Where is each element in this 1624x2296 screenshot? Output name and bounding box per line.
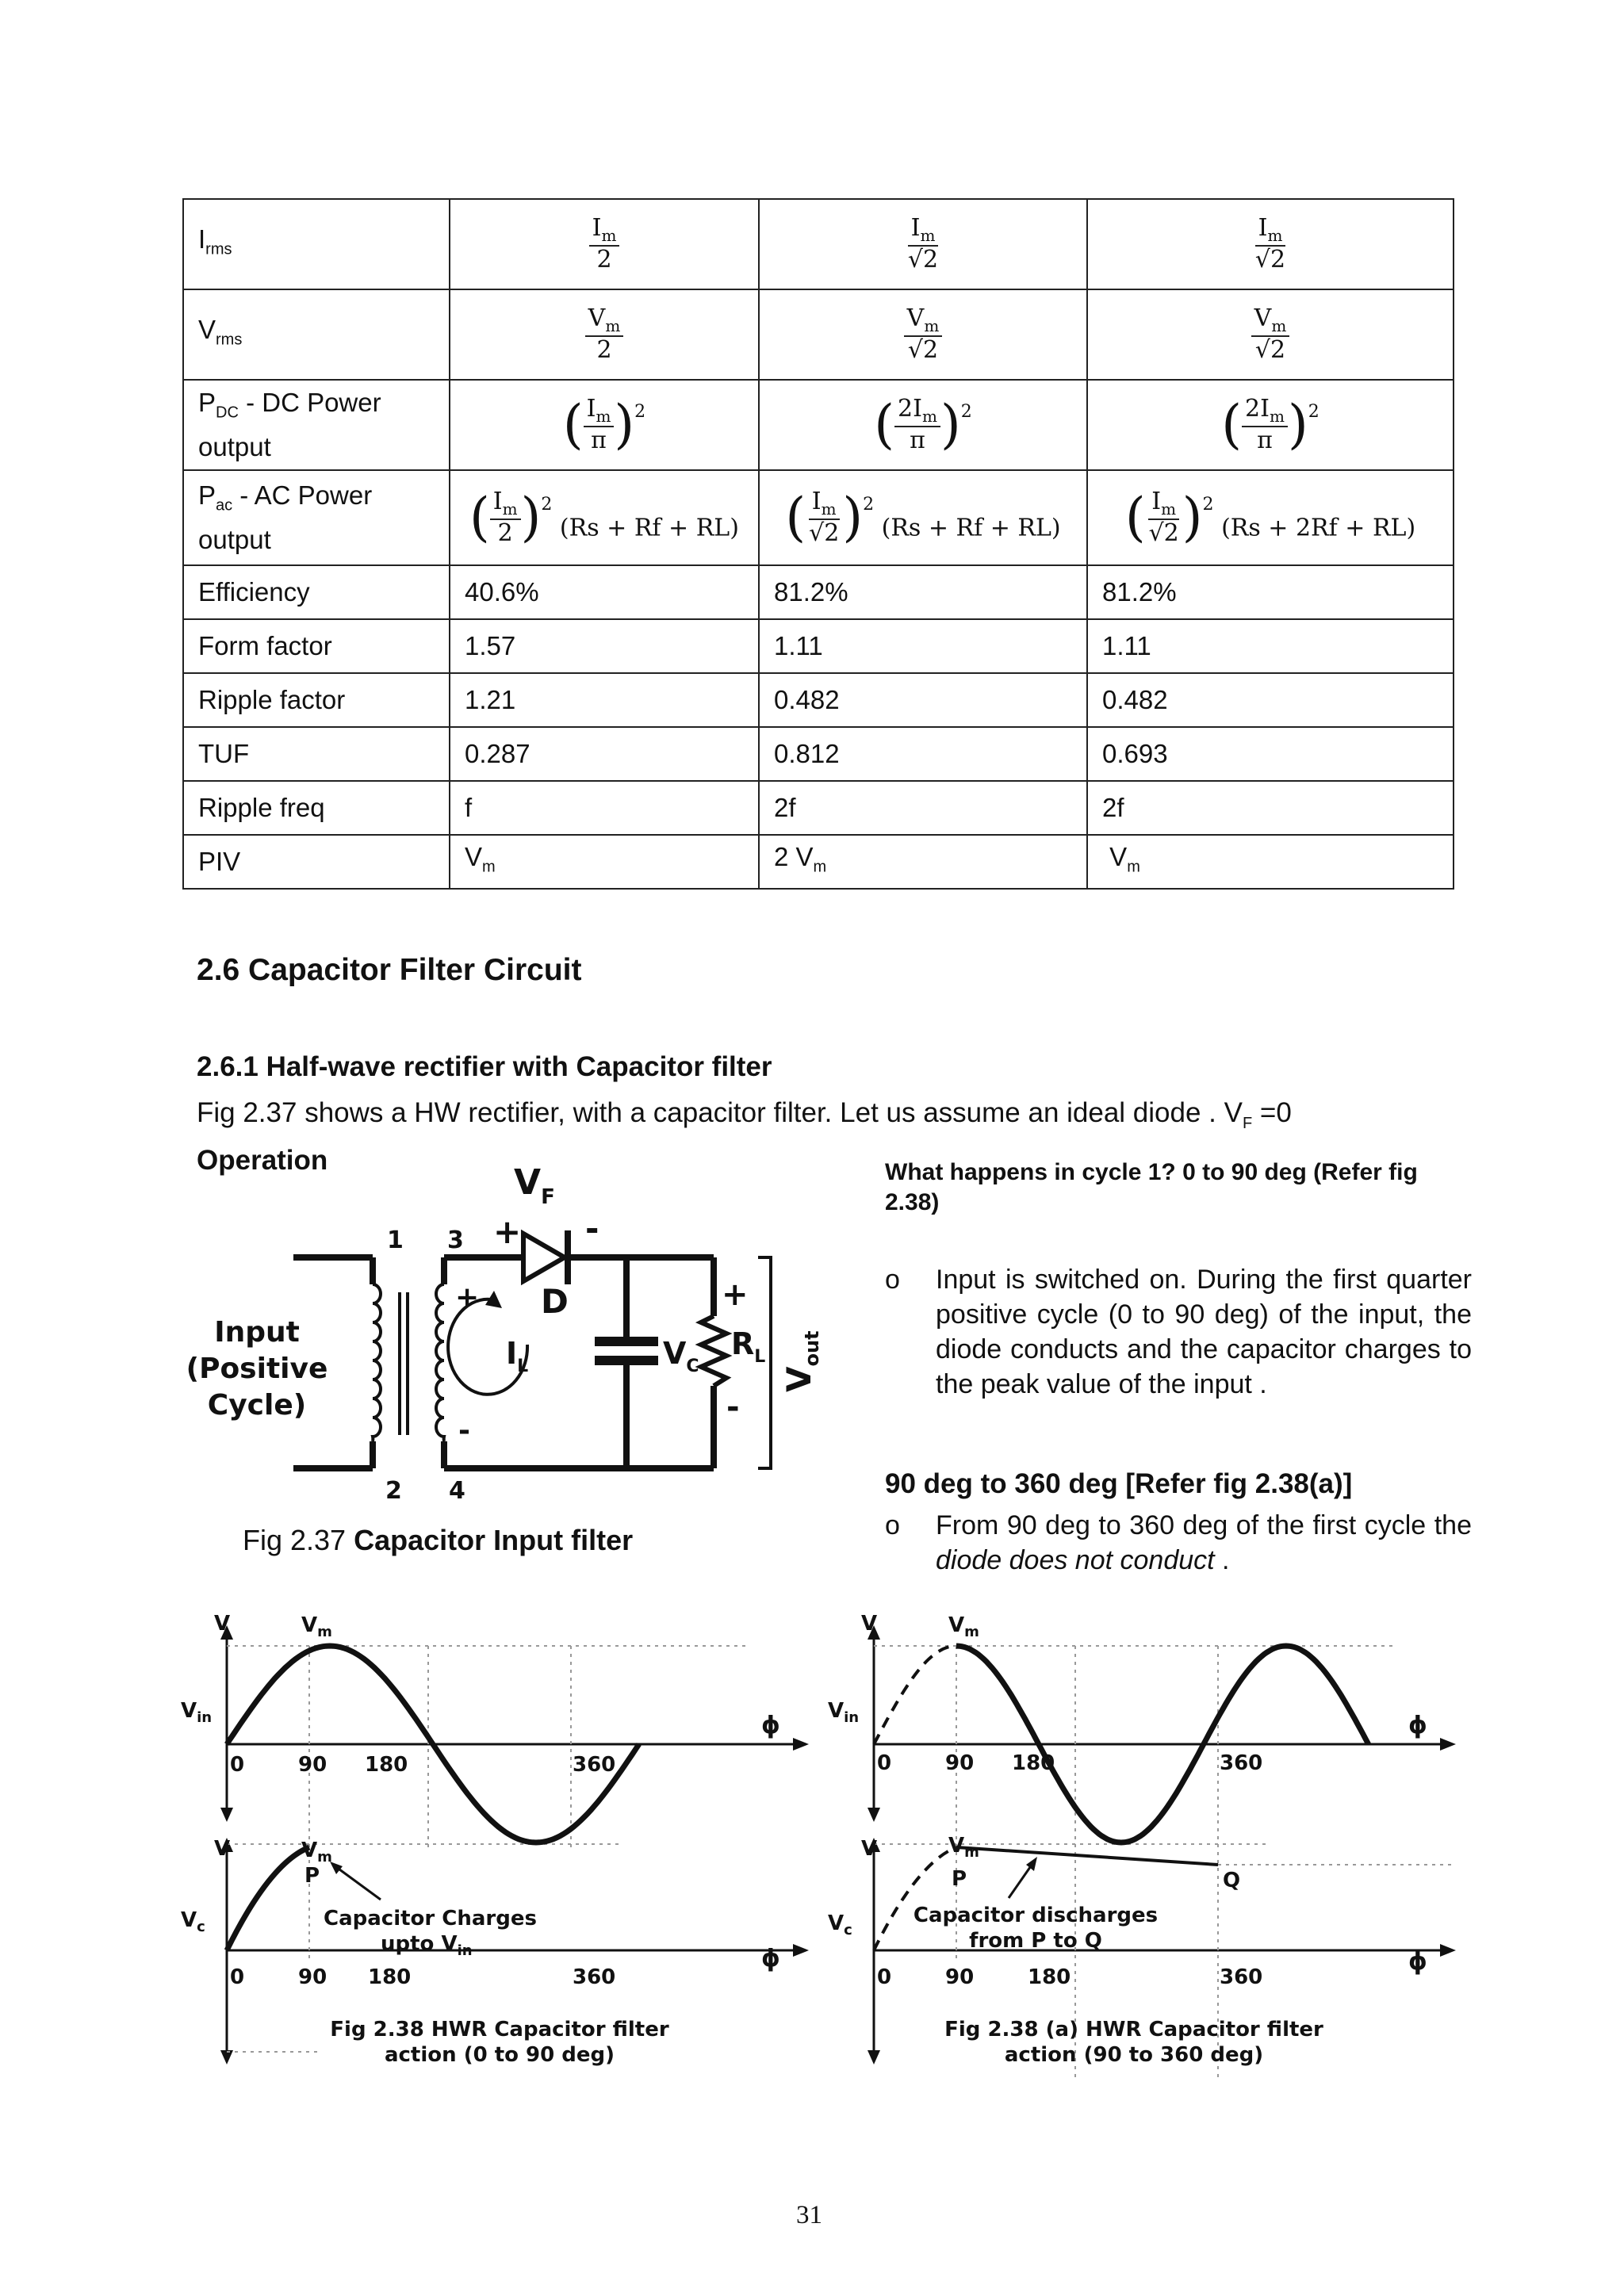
- intro-paragraph: Fig 2.37 shows a HW rectifier, with a capacitor filter. Let us assume an ideal diode . $V_F =0$: [197, 1097, 1292, 1132]
- table-row: [183, 470, 1454, 565]
- table-cell: 0.812: [759, 727, 1087, 781]
- bullet-diode-off: [885, 1508, 1472, 1578]
- v-axis-label-2: V: [214, 1837, 231, 1861]
- v-axis-label: V: [861, 1612, 878, 1636]
- range-heading: 90 deg to 360 deg [Refer fig 2.38(a)]: [885, 1468, 1353, 1499]
- table-row: [183, 380, 1454, 470]
- input-label-line1: Input: [214, 1316, 300, 1349]
- row-label: Form factor: [183, 619, 450, 673]
- table-cell: 1.11: [759, 619, 1087, 673]
- table-row: [183, 289, 1454, 380]
- phi-label: ϕ: [761, 1712, 780, 1739]
- vc-axis-label: $V_c$: [181, 1908, 205, 1935]
- formula-cell: $\frac{V_m}{√2}$: [759, 289, 1087, 380]
- fig-2-38a-caption-1: Fig 2.38 (a) HWR Capacitor filter: [944, 2018, 1323, 2042]
- charges-text-1: Capacitor Charges: [324, 1907, 537, 1931]
- table-cell: f: [450, 781, 759, 835]
- node-1-label: 1: [387, 1226, 404, 1254]
- rectifier-comparison-table: [182, 198, 1454, 890]
- row-label: $V_{rms}$: [183, 289, 450, 380]
- fig-2-38a-caption-2: action (90 to 360 deg): [1004, 2043, 1264, 2067]
- formula-cell: $\frac{I_m}{√2}$: [1087, 199, 1454, 289]
- diode-minus: -: [585, 1209, 599, 1248]
- phi-label-2: ϕ: [1408, 1948, 1427, 1976]
- v-axis-label: V: [214, 1612, 231, 1636]
- table-cell: 81.2%: [759, 565, 1087, 619]
- secondary-plus: +: [455, 1281, 480, 1314]
- row-label: $I_{rms}$: [183, 199, 450, 289]
- table-cell: 0.693: [1087, 727, 1454, 781]
- formula-cell: ( $\frac{I_m}{√2}$ ) $^2$ (Rs + Rf + RL): [759, 470, 1087, 565]
- diode-plus: +: [493, 1212, 522, 1251]
- formula-cell: ( $\frac{2I_m}{\pi}$ ) $^2$: [1087, 380, 1454, 470]
- transformer-coils: [373, 1284, 444, 1441]
- input-label-line3: Cycle): [207, 1389, 307, 1422]
- phi-label-2: ϕ: [761, 1945, 780, 1973]
- capacitor-symbol: [595, 1341, 658, 1360]
- vin-label: $V_{in}$: [828, 1699, 860, 1726]
- tick-180: 180: [1012, 1751, 1055, 1775]
- tick-180-b: 180: [368, 1965, 412, 1989]
- fig-2-37-caption: Fig 2.37 Capacitor Input filter: [243, 1524, 634, 1556]
- formula-cell: ( $\frac{2I_m}{\pi}$ ) $^2$: [759, 380, 1087, 470]
- table-row: [183, 199, 1454, 289]
- table-row: [183, 619, 1454, 673]
- tick-0: 0: [230, 1753, 245, 1777]
- load-minus: -: [726, 1389, 740, 1425]
- bullet-marker: o: [885, 1510, 900, 1540]
- discharge-text-1: Capacitor discharges: [913, 1904, 1159, 1927]
- vm-label-2: $V_m$: [301, 1839, 332, 1866]
- row-label: Ripple freq: [183, 781, 450, 835]
- formula-cell: ( $\frac{I_m}{2}$ ) $^2$ (Rs + Rf + RL): [450, 470, 759, 565]
- table-cell: 2 $V_m$: [759, 835, 1087, 889]
- tick-90: 90: [945, 1751, 975, 1775]
- formula-cell: $\frac{V_m}{2}$: [450, 289, 759, 380]
- table-cell: 1.11: [1087, 619, 1454, 673]
- vout-label: $V_{out}$: [779, 1330, 823, 1392]
- load-plus: +: [722, 1276, 749, 1313]
- row-label: $P_{DC}$ - DC Power output: [183, 380, 450, 470]
- rl-label: $R_L$: [731, 1326, 766, 1367]
- subsection-title: 2.6.1 Half-wave rectifier with Capacitor filter: [197, 1051, 772, 1082]
- point-p-label: P: [952, 1867, 967, 1891]
- tick-0-b: 0: [877, 1965, 892, 1989]
- cycle-question: What happens in cycle 1? 0 to 90 deg (Refer fig 2.38): [885, 1159, 1418, 1215]
- table-cell: 1.21: [450, 673, 759, 727]
- node-3-label: 3: [447, 1226, 464, 1254]
- formula-cell: $\frac{I_m}{√2}$: [759, 199, 1087, 289]
- node-2-label: 2: [385, 1477, 402, 1505]
- diode-symbol: [523, 1230, 568, 1284]
- table-cell: 2f: [759, 781, 1087, 835]
- table-cell: 40.6%: [450, 565, 759, 619]
- load-current-label: $I_L$: [506, 1336, 529, 1376]
- table-cell: $V_m$: [450, 835, 759, 889]
- tick-360-b: 360: [1220, 1965, 1263, 1989]
- tick-90-b: 90: [945, 1965, 975, 1989]
- charges-text-2: upto $V_{in}$: [381, 1932, 473, 1959]
- table-row: [183, 727, 1454, 781]
- input-sine-dashed: [874, 1646, 956, 1744]
- formula-cell: $\frac{I_m}{2}$: [450, 199, 759, 289]
- phi-label: ϕ: [1408, 1712, 1427, 1739]
- table-cell: 81.2%: [1087, 565, 1454, 619]
- vm-label: $V_m$: [301, 1613, 332, 1640]
- tick-90-b: 90: [298, 1965, 327, 1989]
- bullet-input-switched: [885, 1262, 1472, 1402]
- vm-label-2: $V_m$: [948, 1834, 979, 1861]
- table-row: [183, 781, 1454, 835]
- row-label: Efficiency: [183, 565, 450, 619]
- tick-90: 90: [298, 1753, 327, 1777]
- point-q-label: Q: [1223, 1869, 1241, 1892]
- row-label: TUF: [183, 727, 450, 781]
- table-cell: 0.482: [759, 673, 1087, 727]
- fig-2-38-waveforms: [174, 1609, 825, 2077]
- operation-heading: Operation: [197, 1145, 328, 1176]
- tick-180-b: 180: [1028, 1965, 1071, 1989]
- input-label-line2: (Positive: [186, 1353, 328, 1385]
- discharge-text-2: from P to Q: [969, 1929, 1102, 1953]
- capacitor-discharge-line: [956, 1847, 1218, 1865]
- capacitor-charge-curve: [227, 1847, 309, 1950]
- table-cell: 2f: [1087, 781, 1454, 835]
- vin-label: $V_{in}$: [181, 1699, 213, 1726]
- capacitor-charge-dashed: [874, 1847, 956, 1950]
- fig-2-38-caption-2: action (0 to 90 deg): [384, 2043, 615, 2067]
- tick-360: 360: [573, 1753, 616, 1777]
- tick-0: 0: [877, 1751, 892, 1775]
- diode-label: D: [541, 1282, 569, 1321]
- vc-label: $V_C$: [663, 1336, 699, 1376]
- tick-360-b: 360: [573, 1965, 616, 1989]
- v-axis-label-2: V: [861, 1837, 878, 1861]
- vc-axis-label: $V_c$: [828, 1911, 852, 1938]
- table-cell: 0.482: [1087, 673, 1454, 727]
- table-row: [183, 565, 1454, 619]
- formula-cell: ( $\frac{I_m}{\pi}$ ) $^2$: [450, 380, 759, 470]
- row-label: $P_{ac}$ - AC Power output: [183, 470, 450, 565]
- table-row: [183, 835, 1454, 889]
- bullet-text: From 90 deg to 360 deg of the first cycle the diode does not conduct .: [936, 1510, 1472, 1575]
- section-title: 2.6 Capacitor Filter Circuit: [197, 953, 582, 987]
- table-cell: 1.57: [450, 619, 759, 673]
- point-p-label: P: [304, 1864, 320, 1888]
- table-cell: 0.287: [450, 727, 759, 781]
- tick-180: 180: [365, 1753, 408, 1777]
- tick-0-b: 0: [230, 1965, 245, 1989]
- vm-label: $V_m$: [948, 1613, 979, 1640]
- node-4-label: 4: [449, 1477, 465, 1505]
- fig-2-38a-waveforms: [822, 1609, 1472, 2077]
- page-number: 31: [796, 2201, 822, 2229]
- secondary-minus: -: [458, 1414, 470, 1447]
- bullet-marker: o: [885, 1265, 900, 1295]
- table-row: [183, 673, 1454, 727]
- resistor-symbol: [701, 1316, 726, 1386]
- row-label: Ripple factor: [183, 673, 450, 727]
- vf-label: $V_F$: [514, 1162, 555, 1209]
- tick-360: 360: [1220, 1751, 1263, 1775]
- row-label: PIV: [183, 835, 450, 889]
- table-cell: $V_m$: [1087, 835, 1454, 889]
- bullet-text: Input is switched on. During the first quarter positive cycle (0 to 90 deg) of the input, the diode conducts and the capacitor charges to the peak value of the input .: [936, 1265, 1472, 1399]
- formula-cell: $\frac{V_m}{√2}$: [1087, 289, 1454, 380]
- fig-2-38-caption-1: Fig 2.38 HWR Capacitor filter: [330, 2018, 669, 2042]
- formula-cell: ( $\frac{I_m}{√2}$ ) $^2$ (Rs + 2Rf + RL): [1087, 470, 1454, 565]
